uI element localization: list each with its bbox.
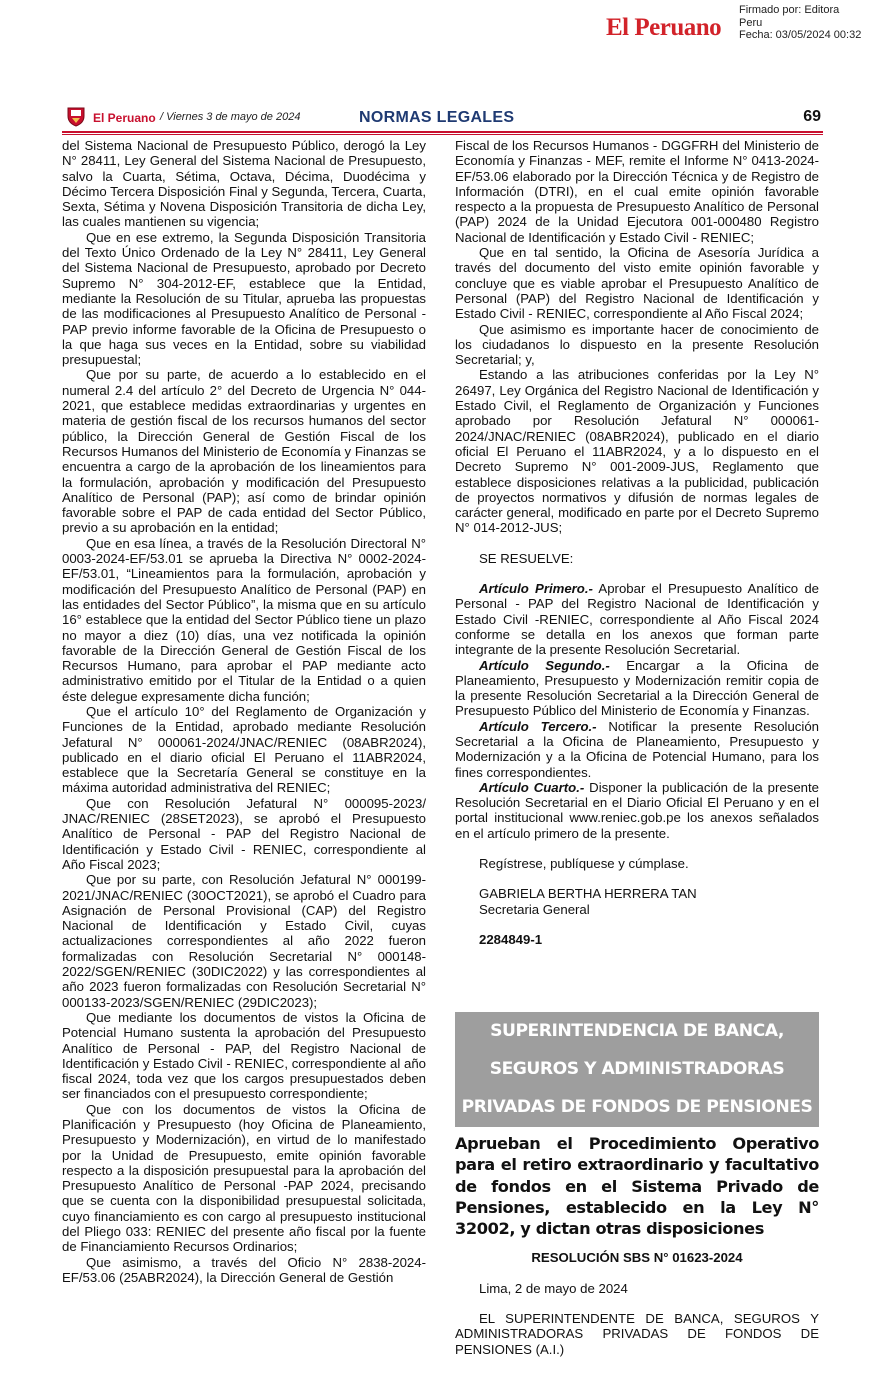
left-paragraph: Que con los documentos de vistos la Oficina de Planificación y Presupuesto (hoy Oficina de Planeamiento, Presupuesto y Modernización), en virtud de lo manifestado por la Unidad de Presupuesto, emite opinión favorable respecto a la disposición presupuestal para la aprobación del Presupuesto Analítico de Personal -PAP 2024, precisando que se cuenta con la disponibilidad presupuestal solicitada, cuyo financiamiento es con cargo al presupuesto institucional del Pliego 033: RENIEC del presente año fiscal por la fuente de Financiamiento Recursos Ordinarios;	[62, 1101, 426, 1255]
article-2-label: Artículo Segundo.-	[479, 657, 610, 673]
left-column	[62, 138, 426, 1285]
page-number: 69	[803, 108, 821, 125]
article-4-label: Artículo Cuarto.-	[479, 779, 585, 795]
left-paragraph: Que por su parte, de acuerdo a lo establecido en el numeral 2.4 del artículo 2° del Decreto de Urgencia N° 044-2021, que establece medidas extraordinarias y urgentes en materia de gestión fiscal de los recursos humanos del sector público, la Dirección General de Gestión Fiscal de los Recursos Humanos del Ministerio de Economía y Finanzas se encuentra a cargo de la aprobación de los lineamientos para la formulación, aprobación y modificación del Presupuesto Analítico de Personal (PAP); así como de brindar opinión favorable sobre el PAP de cada entidad del Sector Público, previo a su aprobación en la entidad;	[62, 367, 426, 536]
signature-line-1: Firmado por: Editora	[739, 4, 840, 16]
signature-line-2: Peru	[739, 16, 763, 29]
right-column	[455, 138, 819, 947]
document-number: 2284849-1	[479, 931, 543, 947]
signer-name: GABRIELA BERTHA HERRERA TAN	[479, 886, 697, 902]
left-paragraph: Que en ese extremo, la Segunda Disposición Transitoria del Texto Único Ordenado de la Ley N° 28411, Ley General del Sistema Nacional de Presupuesto, aprobado por Decreto Supremo N° 304-2012-EF, establece que la Entidad, mediante la Resolución de su Titular, aprueba las propuestas de las modificaciones al Presupuesto Analítico de Personal - PAP previo informe favorable de la Oficina de Presupuesto o la que haga sus veces en la Entidad, sobre su viabilidad presupuestal;	[62, 229, 426, 368]
spacer	[455, 871, 819, 886]
institution-line-2: SEGUROS Y ADMINISTRADORAS	[489, 1059, 785, 1079]
se-resuelve: SE RESUELVE:	[479, 550, 574, 566]
signer-title: Secretaria General	[479, 901, 590, 917]
header-section-title: NORMAS LEGALES	[359, 109, 515, 126]
left-paragraph: Que mediante los documentos de vistos la Oficina de Potencial Humano sustenta la aprobación del Presupuesto Analítico de Personal - PAP, del Registro Nacional de Identificación y Estado Civil - RENIEC, correspondiente al año fiscal 2024, toda vez que los cargos presupuestados deben ser financiados con el presupuesto correspondiente;	[62, 1009, 426, 1102]
article-3-text: Notificar la presente Resolución Secretarial a la Oficina de Planeamiento, Presupuesto y Modernización y a la Oficina de Potencial Humano, para los fines correspondientes.	[455, 718, 819, 780]
article-1	[455, 581, 819, 657]
spacer	[455, 917, 819, 932]
left-paragraph: Que en esa línea, a través de la Resolución Directoral N° 0003-2024-EF/53.01 se aprueba la Directiva N° 0002-2024-EF/53.01, “Lineamientos para la formulación, aprobación y modificación del Presupuesto Analítico de Personal (PAP) en las entidades del Sector Público”, la misma que en su artículo 16° establece que la entidad del Sector Público tiene un plazo no mayor a diez (10) días, una vez notificada la opinión favorable de la Dirección General de Gestión Fiscal de los Recursos Humano, para aprobar el PAP mediante acto administrativo emitido por el Titular de la Entidad o a quien éste delegue expresamente dicha función;	[62, 535, 426, 704]
article-4	[455, 780, 819, 841]
left-paragraph: Que con Resolución Jefatural N° 000095-2023/ JNAC/RENIEC (28SET2023), se aprobó el Presupuesto Analítico de Personal - PAP del Registro Nacional de Identificación y Estado Civil - RENIEC, correspondiente al Año Fiscal 2023;	[62, 795, 426, 872]
right-paragraph: Que asimismo es importante hacer de conocimiento de los ciudadanos lo dispuesto en la presente Resolución Secretarial; y,	[455, 321, 819, 368]
spacer	[455, 536, 819, 551]
right-continuation: Fiscal de los Recursos Humanos - DGGFRH del Ministerio de Economía y Finanzas - MEF, remite el Informe N° 0413-2024-EF/53.06 elaborado por la Dirección Técnica y de Registro de Información (DTRI), en el cual emite opinión favorable respecto a la propuesta de Presupuesto Analítico de Personal (PAP) 2024 de la Unidad Ejecutora 001-000480 Registro Nacional de Identificación y Estado Civil - RENIEC;	[455, 138, 819, 245]
spacer	[455, 841, 819, 856]
coat-of-arms-icon	[66, 105, 86, 127]
article-3	[455, 719, 819, 780]
article-2-text: Encargar a la Oficina de Planeamiento, Presupuesto y Modernización remitir copia de la presente Resolución Secretarial a la Dirección General de Presupuesto Público del Ministerio de Economía y Finanzas.	[455, 657, 819, 719]
right-paragraph: Estando a las atribuciones conferidas por la Ley N° 26497, Ley Orgánica del Registro Nacional de Identificación y Estado Civil, el Reglamento de Organización y Funciones aprobado por Resolución Jefatural N° 000061-2024/JNAC/RENIEC (08ABR2024), publicado en el diario oficial El Peruano el 11ABR2024, y a lo dispuesto en el Decreto Supremo N° 001-2009-JUS, Reglamento que establece disposiciones relativas a la publicidad, publicación de proyectos normativos y difusión de normas legales de carácter general, modificado en parte por el Decreto Supremo N° 014-2012-JUS;	[455, 367, 819, 536]
left-paragraph: Que el artículo 10° del Reglamento de Organización y Funciones de la Entidad, aprobado mediante Resolución Jefatural N° 000061-2024/JNAC/RENIEC (08ABR2024), publicado en el diario oficial El Peruano el 11ABR2024, establece que la Secretaría General se constituye en la máxima autoridad administrativa del RENIEC;	[62, 703, 426, 796]
article-2	[455, 658, 819, 719]
header-divider-thin	[62, 134, 823, 135]
spacer	[455, 566, 819, 581]
header-brand: El Peruano	[93, 111, 156, 125]
institution-line-3: PRIVADAS DE FONDOS DE PENSIONES	[461, 1097, 813, 1117]
digital-signature-info	[739, 4, 861, 42]
institution-banner	[455, 1012, 819, 1127]
closing-formula: Regístrese, publíquese y cúmplase.	[479, 856, 689, 872]
article-4-text: Disponer la publicación de la presente Resolución Secretarial en el Diario Oficial El Peruano y en el portal institucional www.reniec.gob.pe los anexos señalados en el artículo primero de la presente.	[455, 779, 819, 841]
left-paragraph: Que asimismo, a través del Oficio N° 2838-2024-EF/53.06 (25ABR2024), la Dirección General de Gestión	[62, 1254, 426, 1285]
article-1-label: Artículo Primero.-	[479, 581, 593, 597]
signature-line-3: Fecha: 03/05/2024 00:32	[739, 29, 862, 41]
header-divider	[62, 131, 823, 133]
article-3-label: Artículo Tercero.-	[479, 718, 597, 734]
header-date: / Viernes 3 de mayo de 2024	[160, 111, 301, 123]
norm-headline: Aprueban el Procedimiento Operativo para el retiro extraordinario y facultativo de fondos en el Sistema Privado de Pensiones, establecido en la Ley N° 32002, y dictan otras disposiciones	[455, 1134, 819, 1239]
page-header	[62, 104, 823, 130]
right-paragraph: Que en tal sentido, la Oficina de Asesoría Jurídica a través del documento del visto emite opinión favorable y concluye que es viable aprobar el Presupuesto Analítico de Personal (PAP) del Registro Nacional de Identificación y Estado Civil - RENIEC, correspondiente al Año Fiscal 2024;	[455, 245, 819, 322]
institution-line-1: SUPERINTENDENCIA DE BANCA,	[490, 1021, 784, 1041]
left-paragraph: Que por su parte, con Resolución Jefatural N° 000199-2021/JNAC/RENIEC (30OCT2021), se aprobó el Cuadro para Asignación de Personal Provisional (CAP) del Registro Nacional de Identificación y Estado Civil, cuyas actualizaciones correspondientes al año 2022 fueron formalizadas con Resolución Secretarial N° 000148-2022/SGEN/RENIEC (30DIC2022) y las correspondientes al año 2023 fueron formalizadas con Resolución Secretarial N° 000133-2023/SGEN/RENIEC (29DIC2023);	[62, 872, 426, 1010]
resolution-number: RESOLUCIÓN SBS N° 01623-2024	[531, 1250, 743, 1265]
place-date: Lima, 2 de mayo de 2024	[479, 1281, 628, 1296]
article-1-text: Aprobar el Presupuesto Analítico de Personal - PAP del Registro Nacional de Identificación y Estado Civil -RENIEC, correspondiente al Año Fiscal 2024 conforme se detalla en los anexos que forman parte integrante de la presente Resolución Secretarial.	[455, 581, 819, 658]
intro-paragraph: EL SUPERINTENDENTE DE BANCA, SEGUROS Y ADMINISTRADORAS PRIVADAS DE FONDOS DE PENSIONES (A.I.)	[455, 1311, 819, 1357]
el-peruano-signature-logo: El Peruano	[606, 14, 722, 41]
left-paragraph: del Sistema Nacional de Presupuesto Público, derogó la Ley N° 28411, Ley General del Sistema Nacional de Presupuesto, salvo la Cuarta, Sétima, Octava, Décima, Duodécima y Décimo Tercera Disposición Final y Segunda, Tercera, Cuarta, Sexta, Sétima y Novena Disposición Transitoria de dicha Ley, las cuales mantienen su vigencia;	[62, 138, 426, 230]
